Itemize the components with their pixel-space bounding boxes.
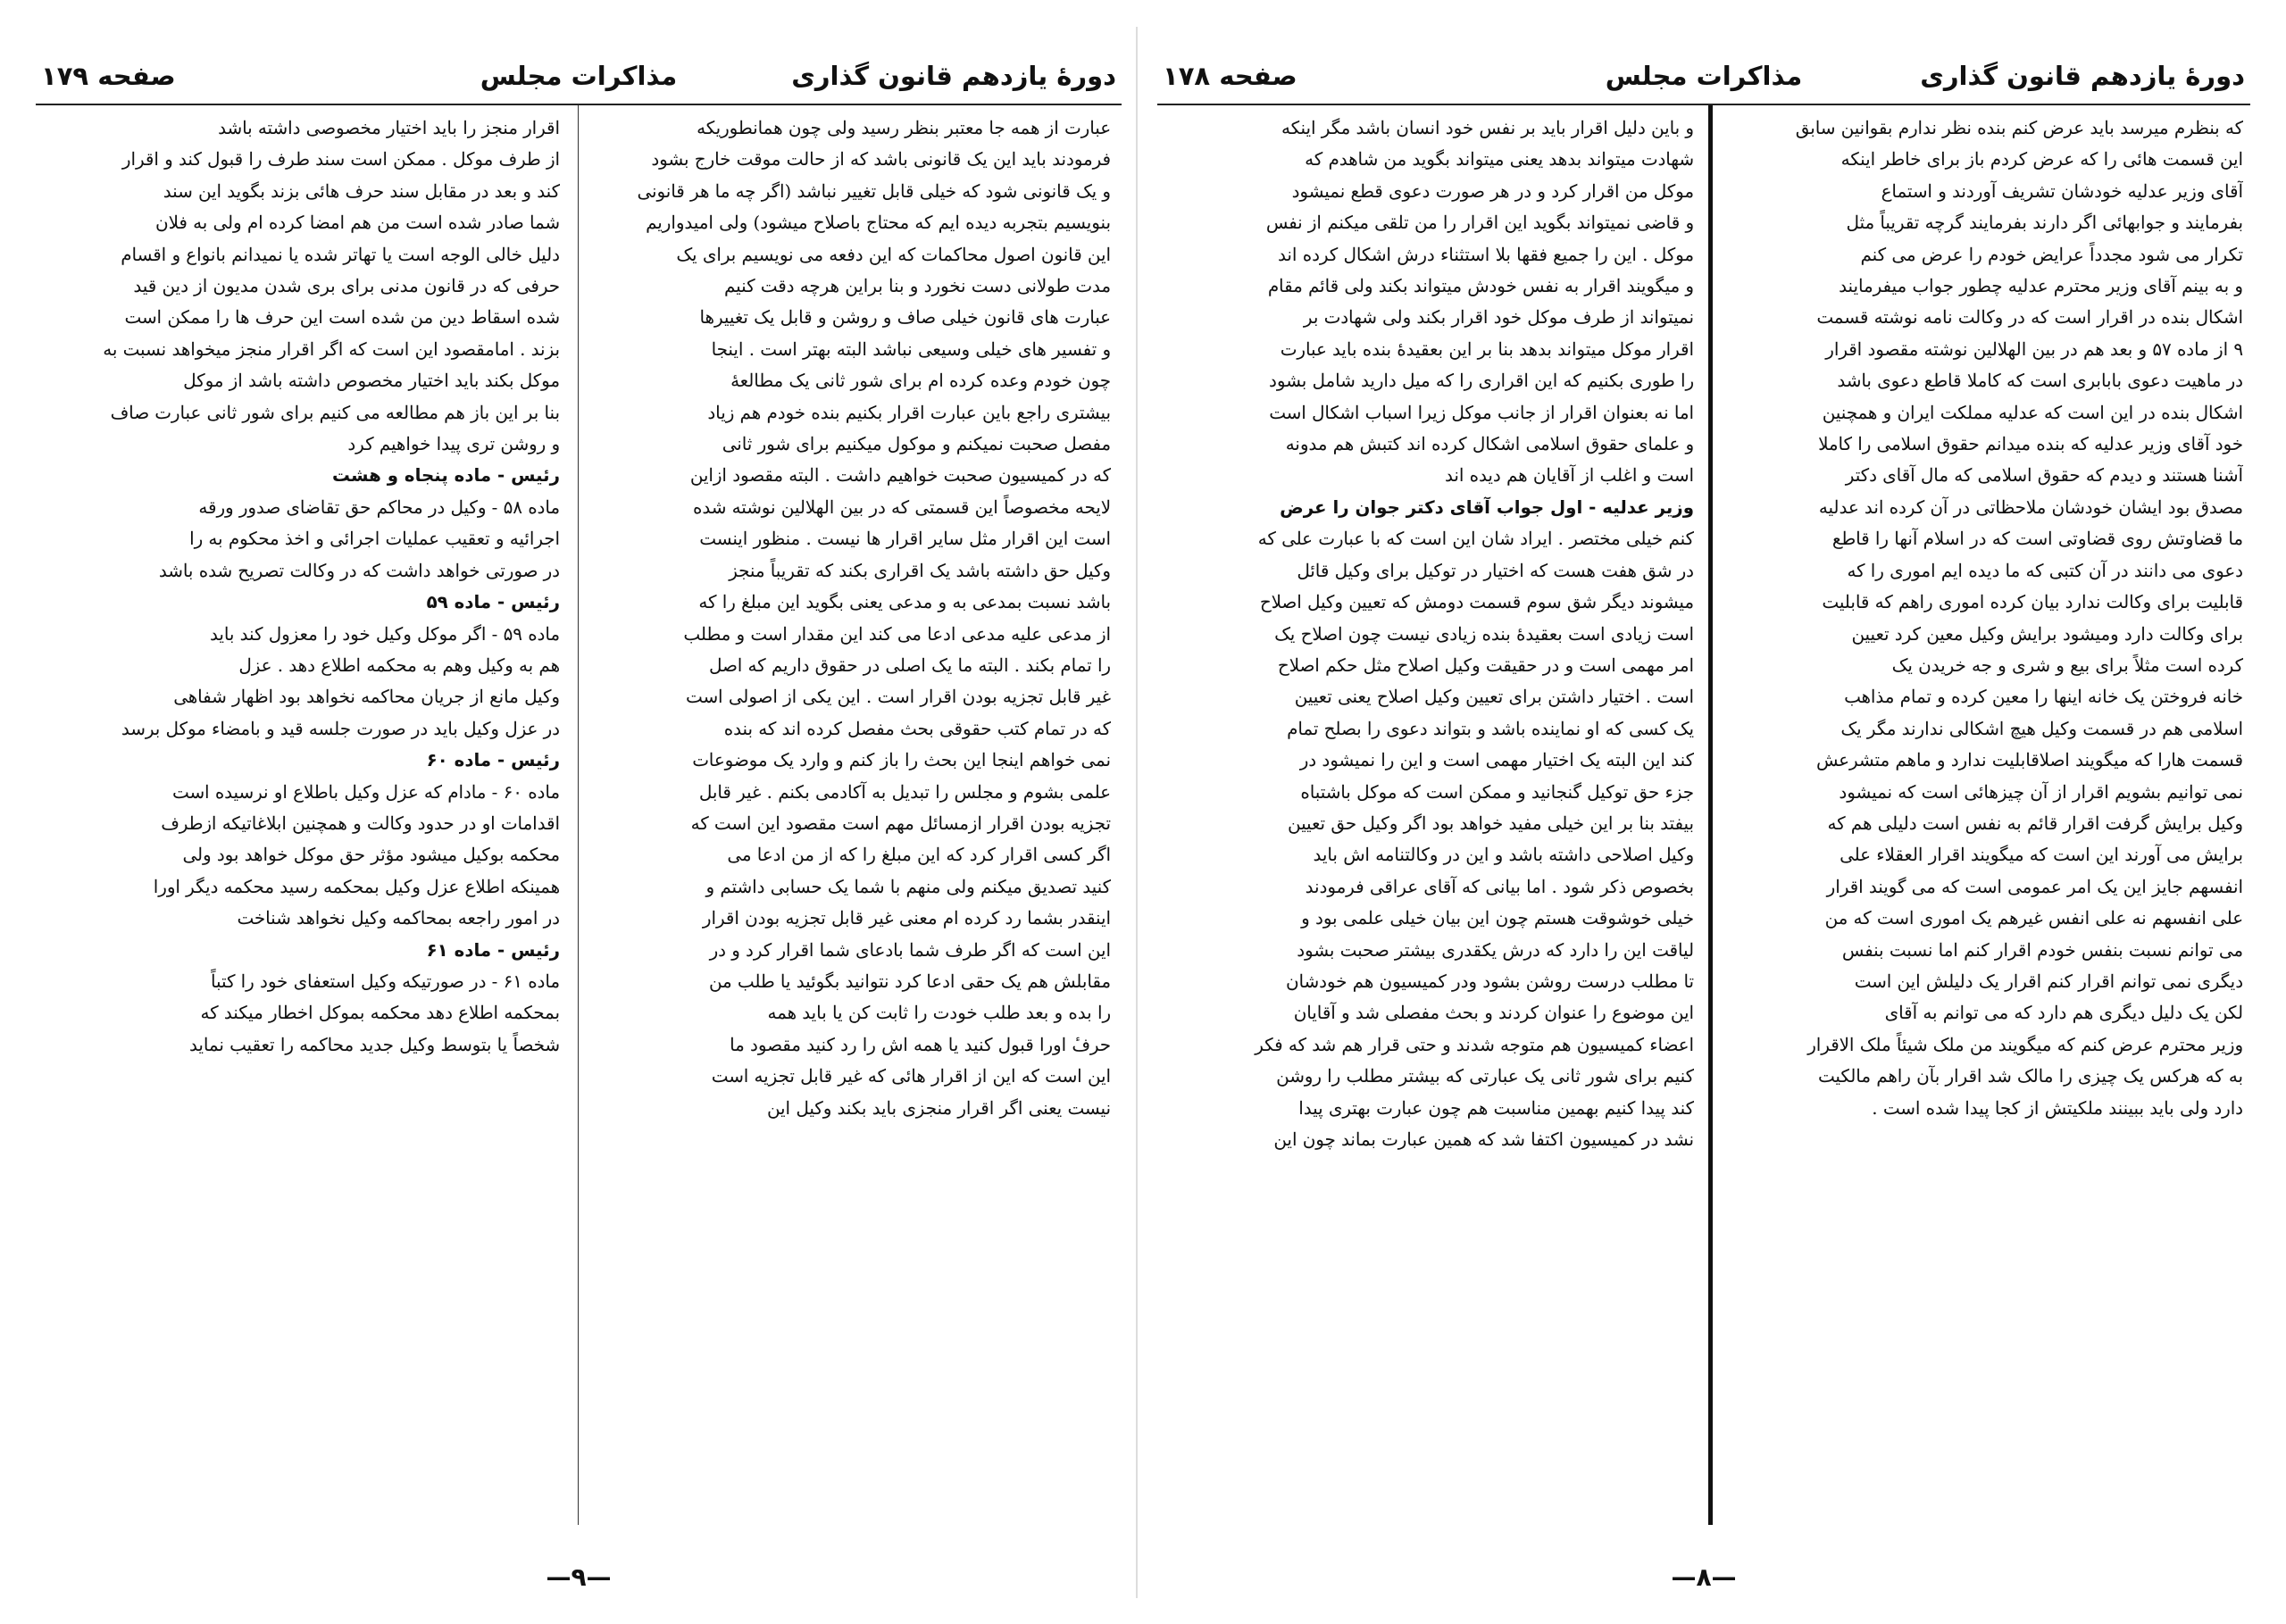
- text-line: و یک قانونی شود که خیلی قابل تغییر نباشد (اگر چه ما هر قانونی: [637, 180, 1111, 202]
- text-line: اقدامات او در حدود وکالت و همچنین ابلاغاتیکه ازطرف: [161, 812, 560, 834]
- text-line: کنیم برای شور ثانی یک عبارتی که بیشتر مطلب را روشن: [1276, 1066, 1694, 1087]
- text-line: است این اقرار مثل سایر اقرار ها نیست . منظور اینست: [699, 529, 1111, 550]
- text-line: نمیتواند از طرف موکل خود اقرار بکند ولی شهادت بر: [1303, 307, 1694, 329]
- text-line: و باین دلیل اقرار باید بر نفس خود انسان باشد مگر اینکه: [1281, 118, 1694, 138]
- text-line: اگر کسی اقرار کرد که این مبلغ را که از من ادعا می: [727, 845, 1111, 866]
- text-line: از مدعی علیه مدعی ادعا می کند این مقدار است و مطلب: [683, 623, 1111, 645]
- text-line: است و اغلب از آقایان هم دیده اند: [1444, 465, 1694, 487]
- text-line: بفرمایند و جوابهائی اگر دارند بفرمایند گرچه تقریباً مثل: [1846, 212, 2243, 234]
- text-line: عبارت از همه جا معتبر بنظر رسید ولی چون همانطوریکه: [697, 118, 1111, 138]
- text-line: این است که این از اقرار هائی که غیر قابل تجزیه است: [711, 1066, 1111, 1087]
- text-line: دلیل خالی الوجه است یا تهاتر شده یا نمیدانم بانواع و اقسام: [121, 244, 560, 265]
- text-line: حرفی که در قانون مدنی برای بری شدن مدیون از دین قید: [133, 276, 560, 297]
- text-line: ۹ از ماده ۵۷ و بعد هم در بین الهلالین نوشته مقصود اقرار: [1825, 338, 2243, 360]
- text-line: این موضوع را عنوان کردند و بحث مفصلی شد و آقایان: [1293, 1003, 1694, 1024]
- text-line: و علمای حقوق اسلامی اشکال کرده اند کتبش هم مدونه: [1285, 434, 1694, 455]
- text-line: وکیل اصلاحی داشته باشد و این در وکالتنامه اش باید: [1313, 845, 1694, 866]
- text-line: علمی بشوم و مجلس را تبدیل به آکادمی بکنم . غیر قابل: [698, 781, 1111, 803]
- text-line: همینکه اطلاع عزل وکیل بمحکمه رسید محکمه دیگر اورا: [153, 876, 560, 897]
- text-line: موکل بکند باید اختیار مخصوص داشته باشد از موکل: [183, 371, 560, 392]
- text-line: اشکال بنده در اقرار است که در وکالت نامه نوشته قسمت: [1816, 307, 2243, 329]
- text-line: شده اسقاط دین من شده است این حرف ها را ممکن است: [124, 307, 560, 329]
- text-line: را طوری بکنیم که این اقراری را که میل دارید شامل بشود: [1269, 371, 1694, 392]
- text-line: نشد در کمیسیون اکتفا شد که همین عبارت بماند چون این: [1273, 1129, 1694, 1150]
- text-line: در ماهیت دعوی بابابری است که کاملا قاطع دعوی باشد: [1837, 371, 2243, 392]
- text-line: تا مطلب درست روشن بشود ودر کمیسیون هم خودشان: [1286, 970, 1694, 992]
- page-header: [1157, 52, 2250, 105]
- text-line: اعضاء کمیسیون هم متوجه شدند و حتی قرار هم شد که فکر: [1255, 1034, 1694, 1055]
- text-line: به که هرکس یک چیزی را مالک شد اقرار بآن راهم مالکیت: [1817, 1066, 2243, 1087]
- text-line: که در تمام کتب حقوقی بحث مفصل کرده اند که بنده: [723, 718, 1111, 739]
- text-line: نمی خواهم اینجا این بحث را باز کنم و وارد یک موضوعات: [692, 750, 1111, 771]
- text-line: خود آقای وزیر عدلیه که بنده میدانم حقوق اسلامی را کاملا: [1818, 434, 2243, 455]
- text-column-left: [46, 112, 560, 1523]
- text-line: امر مهمی است و در حقیقت وکیل اصلاح مثل حکم اصلاح: [1277, 654, 1694, 676]
- text-line: در صورتی خواهد داشت که در وکالت تصریح شده باشد: [158, 560, 560, 581]
- column-divider: [578, 105, 579, 1525]
- page-178: [1157, 0, 2250, 1624]
- text-line: غیر قابل تجزیه بودن اقرار است . این یکی از اصولی است: [686, 687, 1111, 708]
- text-line: ماده ۶۱ - در صورتیکه وکیل استعفای خود را کتباً: [211, 970, 560, 992]
- text-line: ماده ۶۰ - مادام که عزل وکیل باطلاع او نرسیده است: [172, 781, 560, 803]
- text-line: را بده و بعد طلب خودت را ثابت کن یا باید همه: [767, 1003, 1111, 1024]
- text-line: و تفسیر های خیلی وسیعی نباشد البته بهتر است . اینجا: [711, 338, 1111, 360]
- text-line: باشد نسبت بمدعی به و مدعی یعنی بگوید این مبلغ را که: [698, 592, 1111, 613]
- header-session-title: دورهٔ یازدهم قانون گذاری: [1920, 61, 2245, 91]
- page-number: —۹—: [546, 1562, 612, 1592]
- header-page-label: صفحه ۱۷۹: [41, 61, 176, 91]
- text-column-right: [1730, 112, 2243, 1523]
- page-number: —۸—: [1671, 1562, 1737, 1592]
- text-line: یک کسی که او نماینده باشد و بتواند دعوی را بصلح تمام: [1287, 718, 1694, 739]
- text-line: موکل من اقرار کرد و در هر صورت دعوی قطع نمیشود: [1291, 180, 1694, 202]
- header-publication-title: مذاکرات مجلس: [480, 61, 678, 91]
- speaker-heading: رئیس - ماده پنجاه و هشت: [332, 465, 560, 487]
- text-line: چون خودم وعده کرده ام برای شور ثانی یک مطالعهٔ: [730, 371, 1111, 392]
- column-divider: [1708, 105, 1713, 1525]
- text-line: علی انفسهم نه علی انفس غیرهم یک اموری است که من: [1824, 908, 2243, 929]
- text-line: در شق هفت هست که اختیار در توکیل برای وکیل قائل: [1297, 560, 1694, 581]
- text-line: شهادت میتواند بدهد یعنی میتواند بگوید من شاهدم که: [1305, 149, 1694, 171]
- text-line: این قانون اصول محاکمات که این دفعه می نویسیم برای یک: [676, 244, 1111, 265]
- text-line: در عزل وکیل باید در صورت جلسه قید و بامضاء موکل برسد: [121, 718, 560, 739]
- text-line: دعوی می دانند در آن کتبی که ما دیده ایم اموری را که: [1847, 560, 2243, 581]
- text-line: آشنا هستند و دیدم که حقوق اسلامی که مال آقای دکتر: [1845, 465, 2243, 487]
- text-line: آقای وزیر عدلیه خودشان تشریف آوردند و استماع: [1881, 180, 2243, 202]
- page-header: [36, 52, 1122, 105]
- text-line: موکل . این را جمیع فقها بلا استثناء درش اشکال کرده اند: [1278, 244, 1694, 265]
- header-publication-title: مذاکرات مجلس: [1605, 61, 1803, 91]
- text-line: خانه فروختن یک خانه اینها را معین کرده و تمام مذاهب: [1844, 687, 2243, 708]
- text-line: این قسمت هائی را که عرض کردم باز برای خاطر اینکه: [1840, 149, 2243, 171]
- text-line: وکیل مانع از جریان محاکمه نخواهد بود اظهار شفاهی: [173, 687, 560, 708]
- text-line: قسمت هارا که میگویند اصلاقابلیت ندارد و ماهم متشرعش: [1815, 750, 2243, 771]
- text-line: تجزیه بودن اقرار ازمسائل مهم است مقصود این است که: [690, 812, 1111, 834]
- text-line: نیست یعنی اگر اقرار منجزی باید بکند وکیل این: [766, 1097, 1111, 1119]
- text-line: کرده است مثلاً برای بیع و شری و جه خریدن یک: [1891, 654, 2243, 676]
- text-line: اقرار منجز را باید اختیار مخصوصی داشته باشد: [218, 118, 560, 138]
- text-line: در امور راجعه بمحاکمه وکیل نخواهد شناخت: [237, 908, 560, 929]
- text-line: است زیادی است بعقیدهٔ بنده زیادی نیست چون اصلاح یک: [1274, 623, 1694, 645]
- header-page-label: صفحه ۱۷۸: [1163, 61, 1297, 91]
- text-line: بیفتد بنا بر این خیلی مفید خواهد بود اگر وکیل حق تعیین: [1288, 812, 1694, 834]
- text-line: اقرار موکل میتواند بدهد بنا بر این بعقیدهٔ بنده باید عبارت: [1280, 338, 1694, 360]
- text-line: وکیل برایش گرفت اقرار قائم به نفس است دلیلی هم که: [1827, 812, 2243, 834]
- text-line: کنید تصدیق میکنم ولی منهم با شما یک حسابی داشتم و: [705, 876, 1111, 897]
- text-line: خیلی خوشوقت هستم چون این بیان خیلی علمی بود و: [1301, 908, 1694, 929]
- text-line: و قاضی نمیتواند بگوید این اقرار را من تلقی میکنم از نفس: [1265, 212, 1694, 234]
- text-line: دارد ولی باید ببینند ملکیتش از کجا پیدا شده است .: [1872, 1097, 2243, 1119]
- speaker-heading: وزیر عدلیه - اول جواب آقای دکتر جوان را عرض: [1280, 496, 1694, 518]
- text-line: مفصل صحبت نمیکنم و موکول میکنیم برای شور ثانی: [722, 434, 1111, 455]
- text-line: کند این البته یک اختیار مهمی است و این را نمیشود در: [1299, 750, 1694, 771]
- text-line: اشکال بنده در این است که عدلیه مملکت ایران و همچنین: [1822, 402, 2243, 423]
- text-line: بیشتری راجع باین عبارت اقرار بکنیم بنده خودم هم زیاد: [707, 402, 1111, 423]
- text-line: این است که اگر طرف شما بادعای شما اقرار کرد و در: [709, 939, 1111, 961]
- text-line: هم به وکیل وهم به محکمه اطلاع دهد . عزل: [238, 654, 560, 676]
- text-line: شخصاً یا بتوسط وکیل جدید محاکمه را تعقیب نماید: [188, 1034, 560, 1055]
- text-column-right: [597, 112, 1111, 1523]
- text-line: لیاقت این را دارد که درش یکقدری بیشتر صحبت بشود: [1297, 939, 1694, 961]
- text-line: بنا بر این باز هم مطالعه می کنیم برای شور ثانی عبارت صاف: [110, 402, 560, 423]
- text-line: بمحکمه اطلاع دهد محکمه بموکل اخطار میکند که: [200, 1003, 560, 1024]
- speaker-heading: رئیس - ماده ۶۰: [426, 750, 560, 771]
- text-line: کنم خیلی مختصر . ایراد شان این است که با عبارت علی که: [1257, 529, 1694, 550]
- text-column-left: [1181, 112, 1694, 1523]
- text-line: اینقدر بشما رد کرده ام معنی غیر قابل تجزیه بودن اقرار: [702, 908, 1111, 929]
- text-line: لکن یک دلیل دیگری هم دارد که می توانم به آقای: [1884, 1003, 2243, 1024]
- text-line: دیگری نمی توانم اقرار کنم اقرار یک دلیلش این است: [1854, 970, 2243, 992]
- text-line: بنویسیم بتجربه دیده ایم که محتاج باصلاح میشود) ولی امیدواریم: [646, 212, 1111, 234]
- text-line: را تمام بکند . البته ما یک اصلی در حقوق داریم که اصل: [708, 654, 1111, 676]
- text-line: و به بینم آقای وزیر محترم عدلیه چطور جواب میفرمایند: [1839, 276, 2243, 297]
- text-line: از طرف موکل . ممکن است سند طرف را قبول کند و اقرار: [121, 149, 560, 171]
- text-line: لایحه مخصوصاً این قسمتی که در بین الهلالین نوشته شده: [693, 496, 1111, 518]
- text-line: وکیل حق داشته باشد یک اقراری بکند که تقریباً منجز: [729, 560, 1111, 581]
- text-line: جزء حق توکیل گنجانید و ممکن است که موکل باشتباه: [1300, 781, 1694, 803]
- text-line: که بنظرم میرسد باید عرض کنم بنده نظر ندارم بقوانین سابق: [1795, 118, 2243, 138]
- speaker-heading: رئیس - ماده ۵۹: [426, 592, 560, 613]
- text-line: است . اختیار داشتن برای تعیین وکیل اصلاح یعنی تعیین: [1294, 687, 1694, 708]
- text-line: ماده ۵۸ - وکیل در محاکم حق تقاضای صدور ورقه: [198, 496, 560, 518]
- text-line: مدت طولانی دست نخورد و بنا براین هرچه دقت کنیم: [723, 276, 1111, 297]
- text-line: برای وکالت دارد ومیشود برایش وکیل معین کرد تعیین: [1851, 623, 2243, 645]
- page-179: [36, 0, 1122, 1624]
- speaker-heading: رئیس - ماده ۶۱: [426, 939, 560, 961]
- text-line: محکمه بوکیل میشود مؤثر حق موکل خواهد بود ولی: [182, 845, 560, 866]
- text-line: انفسهم جایز این یک امر عمومی است که می گویند اقرار: [1826, 876, 2243, 897]
- binding-gutter: [1136, 27, 1138, 1598]
- text-line: و روشن تری پیدا خواهیم کرد: [347, 434, 560, 455]
- text-line: شما صادر شده است من هم امضا کرده ام ولی به فلان: [155, 212, 560, 234]
- text-line: که در کمیسیون صحبت خواهیم داشت . البته مقصود ازاین: [689, 465, 1111, 487]
- text-line: قابلیت برای وکالت ندارد بیان کرده اموری راهم که قابلیت: [1822, 592, 2243, 613]
- text-line: اسلامی هم در قسمت وکیل هیچ اشکالی ندارند مگر یک: [1840, 718, 2243, 739]
- text-line: نمی توانیم بشویم اقرار از آن چیزهائی است که نمیشود: [1839, 781, 2243, 803]
- text-line: کند پیدا کنیم بهمین مناسبت هم چون عبارت بهتری پیدا: [1298, 1097, 1694, 1119]
- text-line: وزیر محترم عرض کنم که میگویند من ملک شیئاً ملک الاقرار: [1807, 1034, 2243, 1055]
- text-line: کند و بعد در مقابل سند حرف هائی بزند بگوید این سند: [163, 180, 560, 202]
- text-line: تکرار می شود مجدداً عرایض خودم را عرض می کنم: [1860, 244, 2243, 265]
- text-line: بزند . امامقصود این است که اگر اقرار منجز میخواهد نسبت به: [103, 338, 560, 360]
- text-line: میشوند دیگر شق سوم قسمت دومش که تعیین وکیل اصلاح: [1259, 592, 1694, 613]
- text-line: حرفٔ اورا قبول کنید یا همه اش را رد کنید مقصود ما: [730, 1034, 1111, 1055]
- text-line: بخصوص ذکر شود . اما بیانی که آقای عراقی فرمودند: [1305, 876, 1694, 897]
- text-line: فرمودند باید این یک قانونی باشد که از حالت موقت خارج بشود: [651, 149, 1111, 171]
- text-line: می توانم نسبت بنفس خودم اقرار کنم اما نسبت بنفس: [1841, 939, 2243, 961]
- text-line: اما نه بعنوان اقرار از جانب موکل زیرا اسباب اشکال است: [1269, 402, 1694, 423]
- text-line: عبارت های قانون خیلی صاف و روشن و قابل یک تغییرها: [699, 307, 1111, 329]
- text-line: مقابلش هم یک حقی ادعا کرد نتوانید بگوئید یا طلب من: [708, 970, 1111, 992]
- text-line: مصدق بود ایشان خودشان ملاحظاتی در آن کرده اند عدلیه: [1818, 496, 2243, 518]
- text-line: و میگویند اقرار به نفس خودش میتواند بکند ولی قائم مقام: [1267, 276, 1694, 297]
- text-line: ماده ۵۹ - اگر موکل وکیل خود را معزول کند باید: [209, 623, 560, 645]
- header-session-title: دورهٔ یازدهم قانون گذاری: [791, 61, 1116, 91]
- text-line: ما قضاوتش روی قضاوتی است که در اسلام آنها را قاطع: [1831, 529, 2243, 550]
- text-line: برایش می آورند این است که میگویند اقرار العقلاء علی: [1840, 845, 2243, 866]
- text-line: اجرائیه و تعقیب عملیات اجرائی و اخذ محکوم به را: [189, 529, 560, 550]
